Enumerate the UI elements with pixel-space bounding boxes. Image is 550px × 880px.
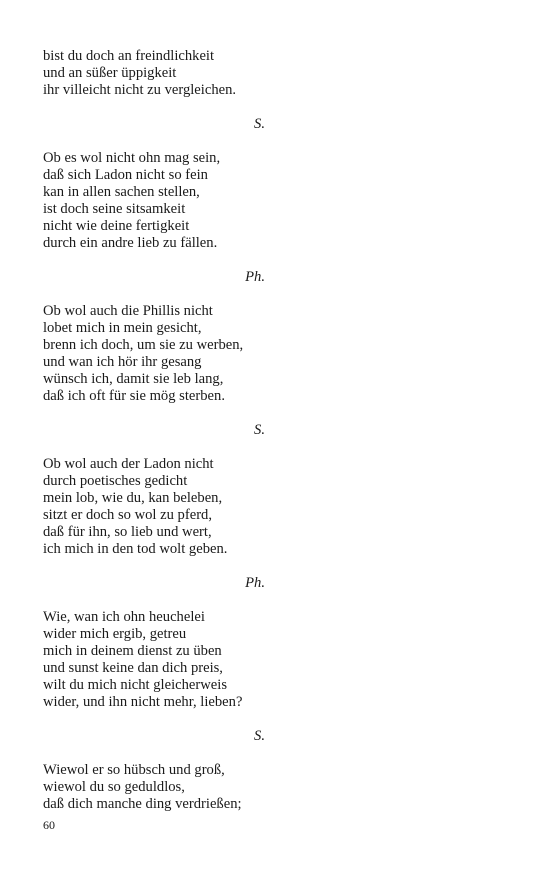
stanza-1 — [43, 48, 273, 99]
stanza-2 — [43, 150, 273, 252]
poem-text — [43, 48, 273, 813]
verse-line: Ob es wol nicht ohn mag sein, — [43, 150, 221, 166]
speaker-label: Ph. — [245, 575, 265, 591]
stanza-5 — [43, 609, 273, 711]
stanza-3 — [43, 303, 273, 405]
verse-line: nicht wie deine fertigkeit — [43, 218, 190, 234]
verse-line: wider mich ergib, getreu — [43, 626, 187, 642]
verse-line: Ob wol auch die Phillis nicht — [43, 303, 213, 319]
verse-line: ich mich in den tod wolt geben. — [43, 541, 228, 557]
verse-line: und wan ich hör ihr gesang — [43, 354, 202, 370]
verse-line: mich in deinem dienst zu üben — [43, 643, 222, 659]
stanza-6 — [43, 762, 273, 813]
verse-line: lobet mich in mein gesicht, — [43, 320, 202, 336]
verse-line: bist du doch an freindlichkeit — [43, 48, 215, 64]
verse-line: Wie, wan ich ohn heuchelei — [43, 609, 205, 625]
verse-line: ihr villeicht nicht zu vergleichen. — [43, 82, 237, 98]
verse-line: Ob wol auch der Ladon nicht — [43, 456, 214, 472]
verse-line: sitzt er doch so wol zu pferd, — [43, 507, 212, 523]
verse-line: daß ich oft für sie mög sterben. — [43, 388, 225, 404]
verse-line: daß für ihn, so lieb und wert, — [43, 524, 212, 540]
verse-line: daß sich Ladon nicht so fein — [43, 167, 208, 183]
page-number: 60 — [43, 818, 55, 832]
verse-line: Wiewol er so hübsch und groß, — [43, 762, 225, 778]
speaker-label: Ph. — [245, 269, 265, 285]
verse-line: wiewol du so geduldlos, — [43, 779, 185, 795]
speaker-label: S. — [254, 422, 265, 438]
verse-line: ist doch seine sitsamkeit — [43, 201, 186, 217]
verse-line: durch poetisches gedicht — [43, 473, 188, 489]
verse-line: und sunst keine dan dich preis, — [43, 660, 223, 676]
verse-line: kan in allen sachen stellen, — [43, 184, 200, 200]
verse-line: und an süßer üppigkeit — [43, 65, 177, 81]
stanza-4 — [43, 456, 273, 558]
verse-line: wider, und ihn nicht mehr, lieben? — [43, 694, 243, 710]
verse-line: mein lob, wie du, kan beleben, — [43, 490, 223, 506]
verse-line: wilt du mich nicht gleicherweis — [43, 677, 227, 693]
verse-line: wünsch ich, damit sie leb lang, — [43, 371, 224, 387]
verse-line: durch ein andre lieb zu fällen. — [43, 235, 218, 251]
verse-line: daß dich manche ding verdrießen; — [43, 796, 242, 812]
speaker-label: S. — [254, 116, 265, 132]
speaker-label: S. — [254, 728, 265, 744]
verse-line: brenn ich doch, um sie zu werben, — [43, 337, 244, 353]
